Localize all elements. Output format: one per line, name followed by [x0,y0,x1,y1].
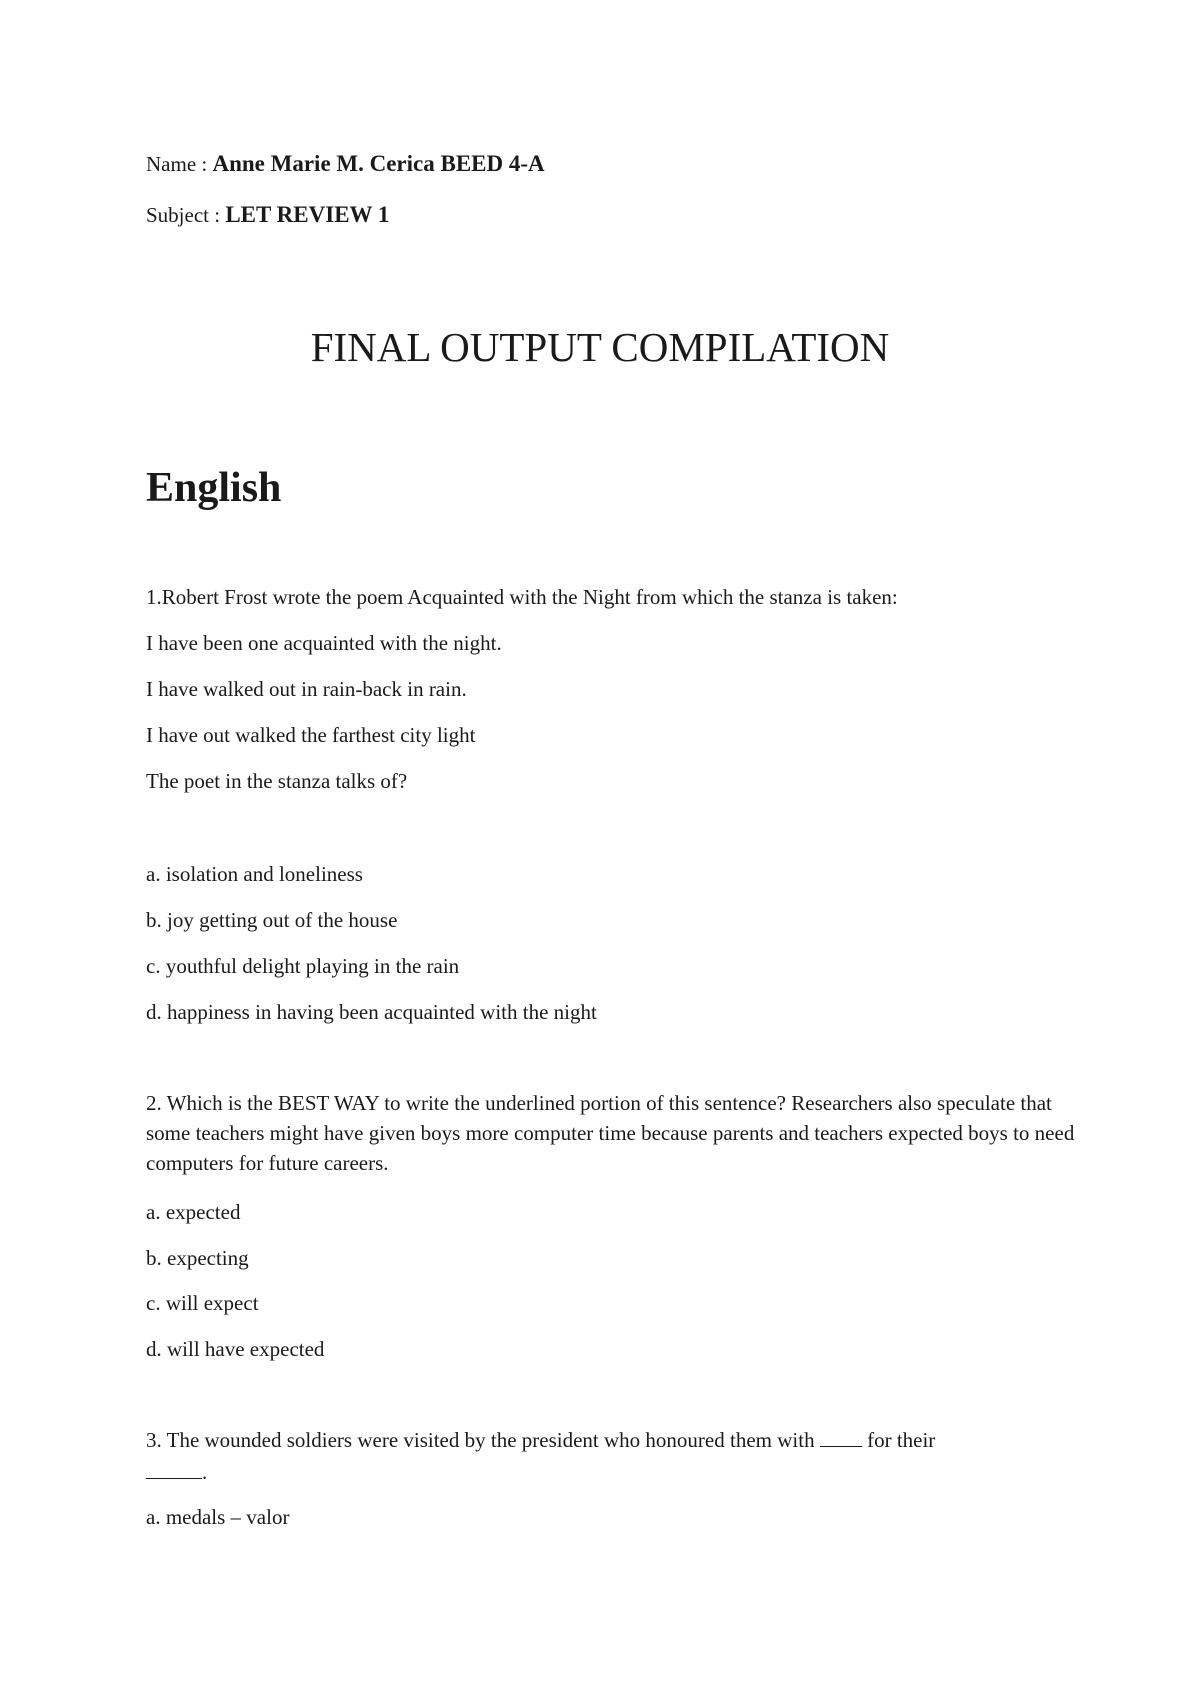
section-heading: English [146,465,282,511]
choice-item: c. youthful delight playing in the rain [146,954,460,978]
choice-item: d. will have expected [146,1337,325,1361]
choice-item: a. expected [146,1200,241,1224]
choice-item: d. happiness in having been acquainted with the night [146,1000,597,1024]
student-name: Anne Marie M. Cerica BEED 4-A [212,151,545,176]
answer-blank [146,1462,202,1479]
choice-item: b. joy getting out of the house [146,908,398,932]
question-2-prompt: 2. Which is the BEST WAY to write the underlined portion of this sentence? Researchers also speculate that some teachers might have given boys more computer time because parents and teachers expected boys to need computers for future careers. [146,1091,1075,1175]
subject-value: LET REVIEW 1 [225,202,390,227]
choice-item: a. medals – valor [146,1505,290,1529]
name-line [146,150,545,181]
choice-item: b. expecting [146,1246,249,1270]
choice-item: a. isolation and loneliness [146,862,363,886]
document-title: FINAL OUTPUT COMPILATION [310,324,890,370]
subject-line [146,201,389,232]
stanza-line: I have been one acquainted with the night. [146,631,502,655]
name-label: Name : [146,152,213,176]
answer-blank [820,1430,862,1447]
stanza-line: I have walked out in rain-back in rain. [146,677,467,701]
subject-label: Subject : [146,203,226,227]
question-3-end: . [202,1460,208,1484]
question-1-question: The poet in the stanza talks of? [146,769,408,793]
question-3-prompt [146,1428,935,1453]
question-3-text: 3. The wounded soldiers were visited by the president who honoured them with [146,1428,820,1452]
question-3-continuation [146,1460,207,1485]
stanza-line: I have out walked the farthest city light [146,723,476,747]
choice-item: c. will expect [146,1291,259,1315]
question-1-prompt: 1.Robert Frost wrote the poem Acquainted with the Night from which the stanza is taken: [146,585,898,609]
question-3-text-continued: for their [861,1428,936,1452]
